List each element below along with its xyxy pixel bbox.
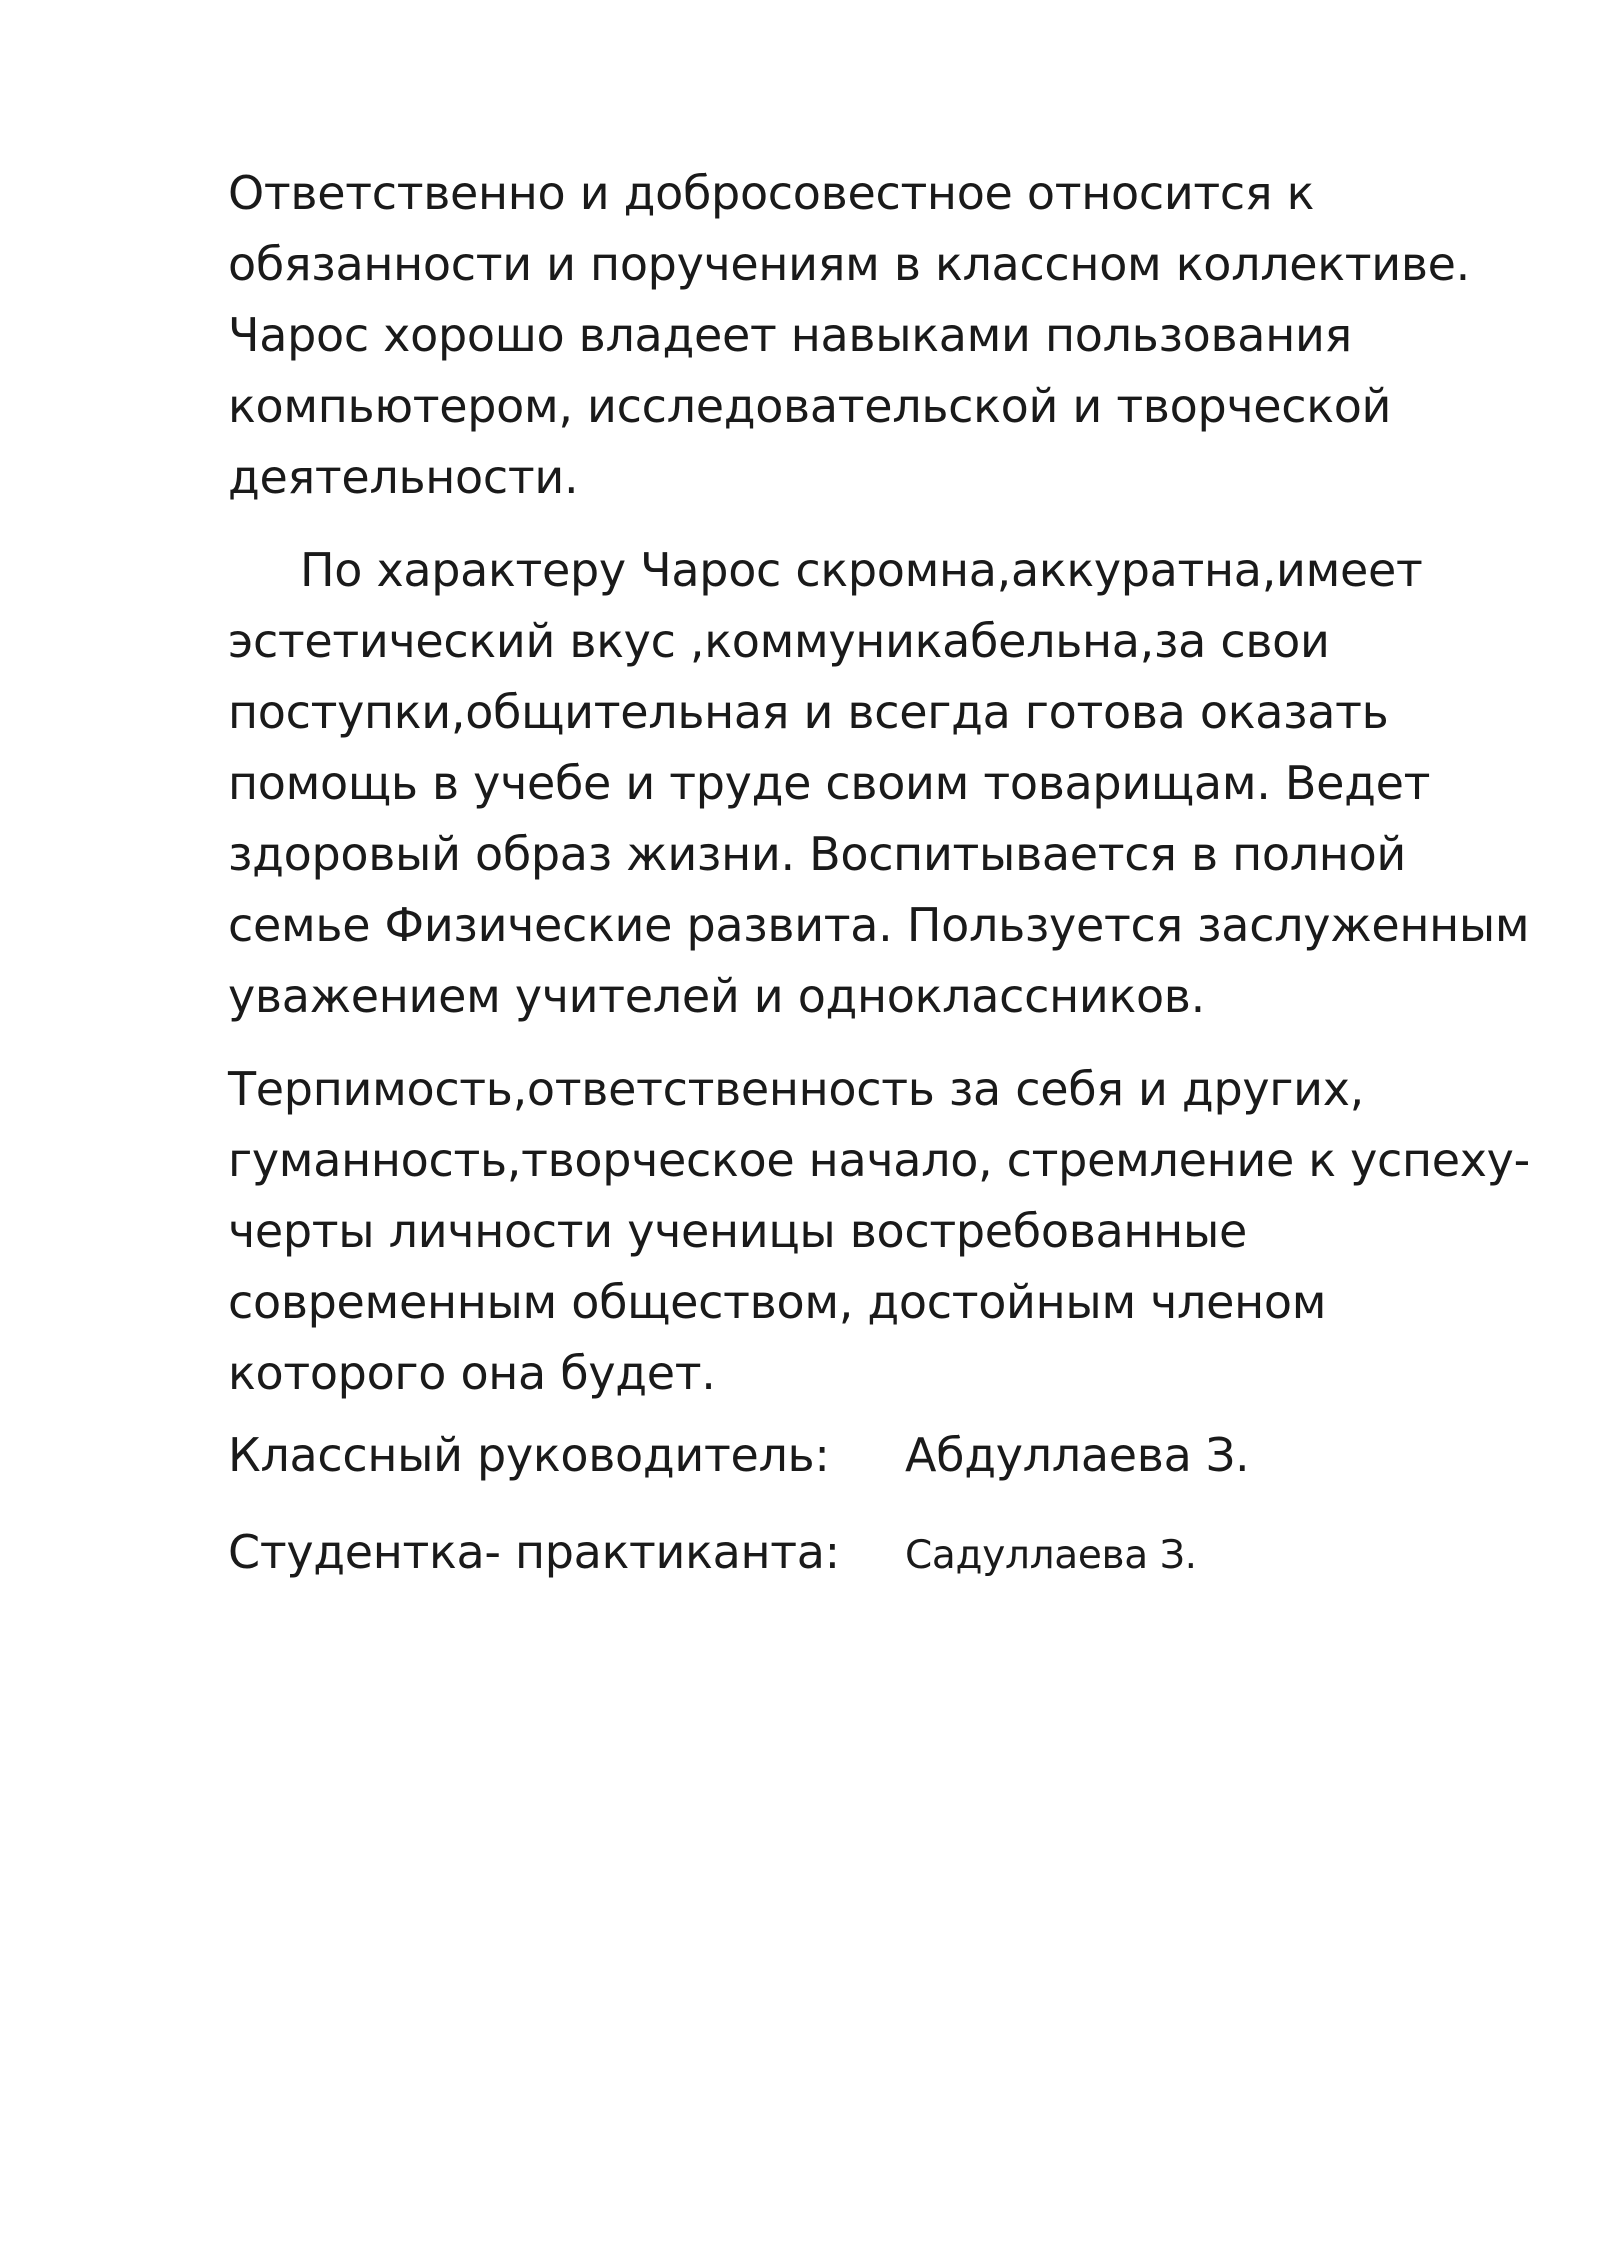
- text-line: эстетический вкус ,коммуникабельна,за свои: [228, 614, 1330, 668]
- text-line: Ответственно и добросовестное относится к: [228, 166, 1315, 220]
- text-line: семье Физические развита. Пользуется заслуженным: [228, 898, 1530, 952]
- text-line: Чарос хорошо владеет навыками пользования: [228, 308, 1352, 362]
- text-line: современным обществом, достойным членом: [228, 1275, 1327, 1329]
- document-body: [228, 158, 1530, 1409]
- text-line: поступки,общительная и всегда готова оказать: [228, 685, 1389, 739]
- text-line: обязанности и поручениям в классном коллективе.: [228, 237, 1471, 291]
- text-line: По характеру Чарос скромна,аккуратна,имеет: [300, 543, 1423, 597]
- text-line: Терпимость,ответственность за себя и других,: [228, 1062, 1364, 1116]
- text-line: гуманность,творческое начало, стремление к успеху-: [228, 1133, 1530, 1187]
- teacher-name: Абдуллаева З.: [905, 1428, 1250, 1482]
- paragraph-responsibility: [228, 158, 1518, 513]
- text-line: уважением учителей и одноклассников.: [228, 969, 1205, 1023]
- paragraph-traits: [228, 1054, 1530, 1409]
- text-line: черты личности ученицы востребованные: [228, 1204, 1247, 1258]
- text-line: деятельности.: [228, 450, 579, 504]
- student-label: Студентка- практиканта:: [228, 1525, 840, 1579]
- text-line: компьютером, исследовательской и творческой: [228, 379, 1392, 433]
- text-line: здоровый образ жизни. Воспитывается в полной: [228, 827, 1407, 881]
- text-line: которого она будет.: [228, 1346, 716, 1400]
- paragraph-spacer: [228, 513, 1518, 535]
- paragraph-spacer: [228, 1032, 1518, 1054]
- teacher-label: Классный руководитель:: [228, 1428, 830, 1482]
- paragraph-character: [228, 535, 1530, 1032]
- text-line: помощь в учебе и труде своим товарищам. Ведет: [228, 756, 1431, 810]
- student-name: Садуллаева З.: [905, 1533, 1197, 1578]
